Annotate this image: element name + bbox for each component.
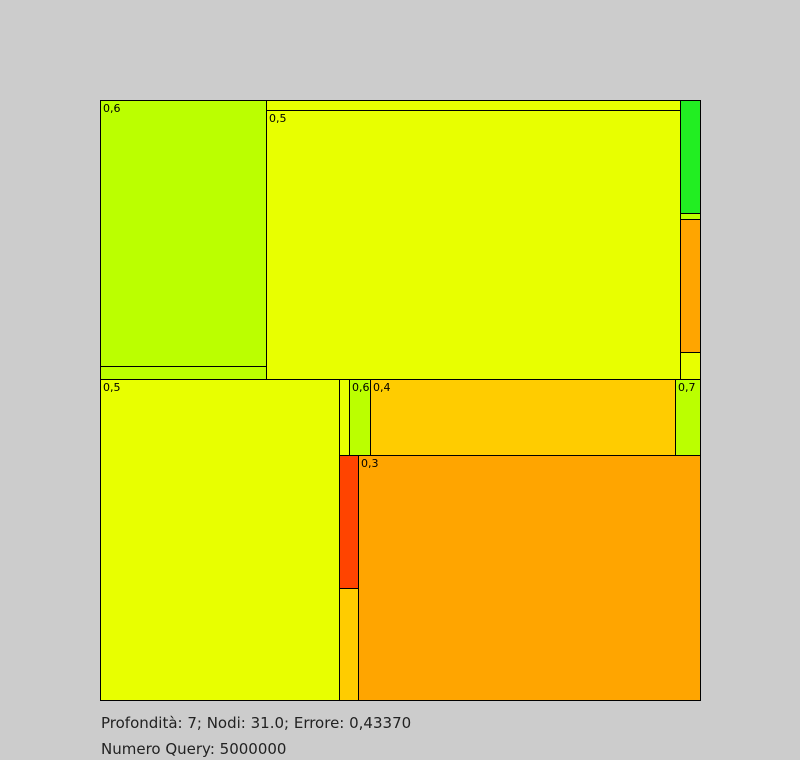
status-summary: Profondità: 7; Nodi: 31.0; Errore: 0,43370 bbox=[101, 714, 412, 732]
cell-mid-lime bbox=[349, 379, 371, 456]
cell-top-left-strip bbox=[100, 366, 267, 380]
cell-label: 0,6 bbox=[103, 102, 121, 115]
cell-mid-amber bbox=[370, 379, 676, 456]
cell-top-main bbox=[266, 110, 681, 380]
cell-red bbox=[339, 455, 359, 589]
cell-label: 0,4 bbox=[373, 381, 391, 394]
cell-label: 0,5 bbox=[103, 381, 121, 394]
cell-label: 0,6 bbox=[352, 381, 370, 394]
cell-label: 0,5 bbox=[269, 112, 287, 125]
cell-bottom-left bbox=[100, 379, 340, 701]
cell-label: 0,3 bbox=[361, 457, 379, 470]
cell-bottom-right-orange bbox=[358, 455, 701, 701]
cell-top-left bbox=[100, 100, 267, 367]
cell-label: 0,7 bbox=[678, 381, 696, 394]
query-count: Numero Query: 5000000 bbox=[101, 740, 287, 758]
cell-mid-right-lime bbox=[675, 379, 701, 456]
cell-right-orange bbox=[680, 219, 701, 353]
cell-right-yellow bbox=[680, 352, 701, 380]
cell-right-green bbox=[680, 100, 701, 214]
cell-lower-yellow bbox=[339, 588, 359, 701]
